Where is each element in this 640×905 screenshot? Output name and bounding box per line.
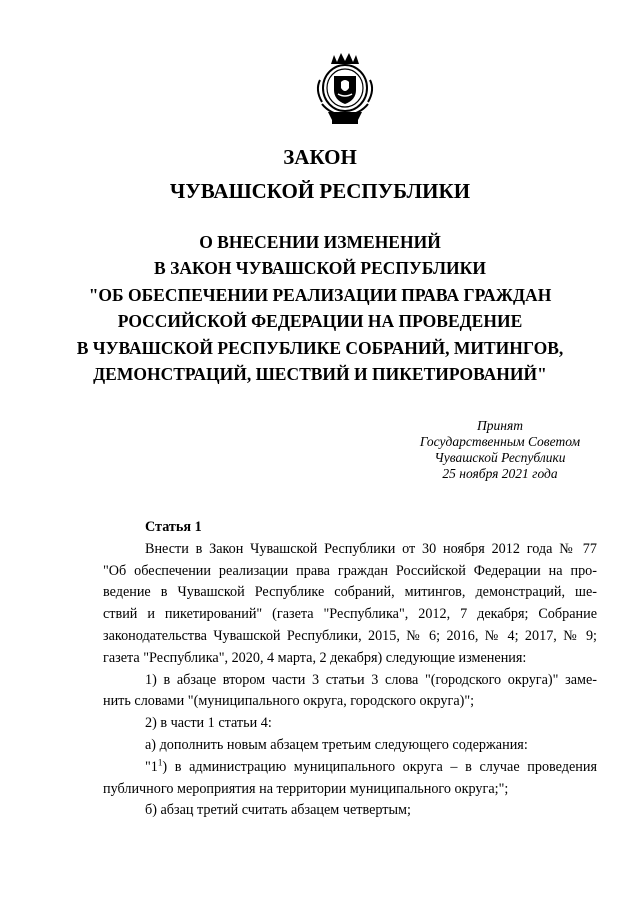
body-line: Внести в Закон Чувашской Республики от 30 ноября 2012 года № 77 [145,540,597,557]
adoption-line: Принят [477,418,523,433]
law-subtitle [0,229,640,387]
quote-text: в администрацию муниципального округа – в случае проведения [174,758,597,775]
document-body [103,517,597,822]
subtitle-line: ДЕМОНСТРАЦИЙ, ШЕСТВИЙ И ПИКЕТИРОВАНИЙ" [93,364,547,385]
quote-prefix: "1 [145,758,158,775]
body-line: б) абзац третий считать абзацем четвертым; [145,802,411,819]
body-line: нить словами "(муниципального округа, городского округа)"; [103,693,475,710]
document-title: ЗАКОН [283,145,357,169]
body-line: "Об обеспечении реализации права граждан Российской Федерации на про- [103,562,597,579]
body-line: законодательства Чувашской Республики, 2015, № 6; 2016, № 4; 2017, № 9; [103,627,597,644]
adoption-line: Государственным Советом [419,434,581,449]
body-line: 1) в абзаце втором части 3 статьи 3 слова "(городского округа)" заме- [145,671,597,688]
article-heading: Статья 1 [145,519,202,535]
body-line: ведение в Чувашской Республике собраний, митингов, демонстраций, ше- [103,584,597,601]
subtitle-line: "ОБ ОБЕСПЕЧЕНИИ РЕАЛИЗАЦИИ ПРАВА ГРАЖДАН [88,284,552,305]
subtitle-line: В ЗАКОН ЧУВАШСКОЙ РЕСПУБЛИКИ [154,258,486,279]
adoption-line: Чувашской Республики [434,450,566,465]
subtitle-line: О ВНЕСЕНИИ ИЗМЕНЕНИЙ [199,232,441,252]
body-line-quote [103,757,597,779]
body-line: публичного мероприятия на территории муниципального округа;"; [103,780,509,797]
body-line: 2) в части 1 статьи 4: [145,715,272,732]
body-line: а) дополнить новым абзацем третьим следующего содержания: [145,736,528,753]
body-line: газета "Республика", 2020, 4 марта, 2 декабря) следующие изменения: [103,649,527,666]
subtitle-line: РОССИЙСКОЙ ФЕДЕРАЦИИ НА ПРОВЕДЕНИЕ [117,311,523,332]
chuvash-emblem-icon [310,50,380,150]
quote-paren: ) [162,758,168,775]
document-title-republic: ЧУВАШСКОЙ РЕСПУБЛИКИ [169,179,471,203]
adoption-note [400,418,600,482]
body-line: ствий и пикетирований" (газета "Республика", 2012, 7 декабря; Собрание [103,606,597,623]
quote-superscript: 1 [157,757,163,768]
adoption-date: 25 ноября 2021 года [442,466,558,481]
subtitle-line: В ЧУВАШСКОЙ РЕСПУБЛИКЕ СОБРАНИЙ, МИТИНГОВ, [76,337,564,358]
